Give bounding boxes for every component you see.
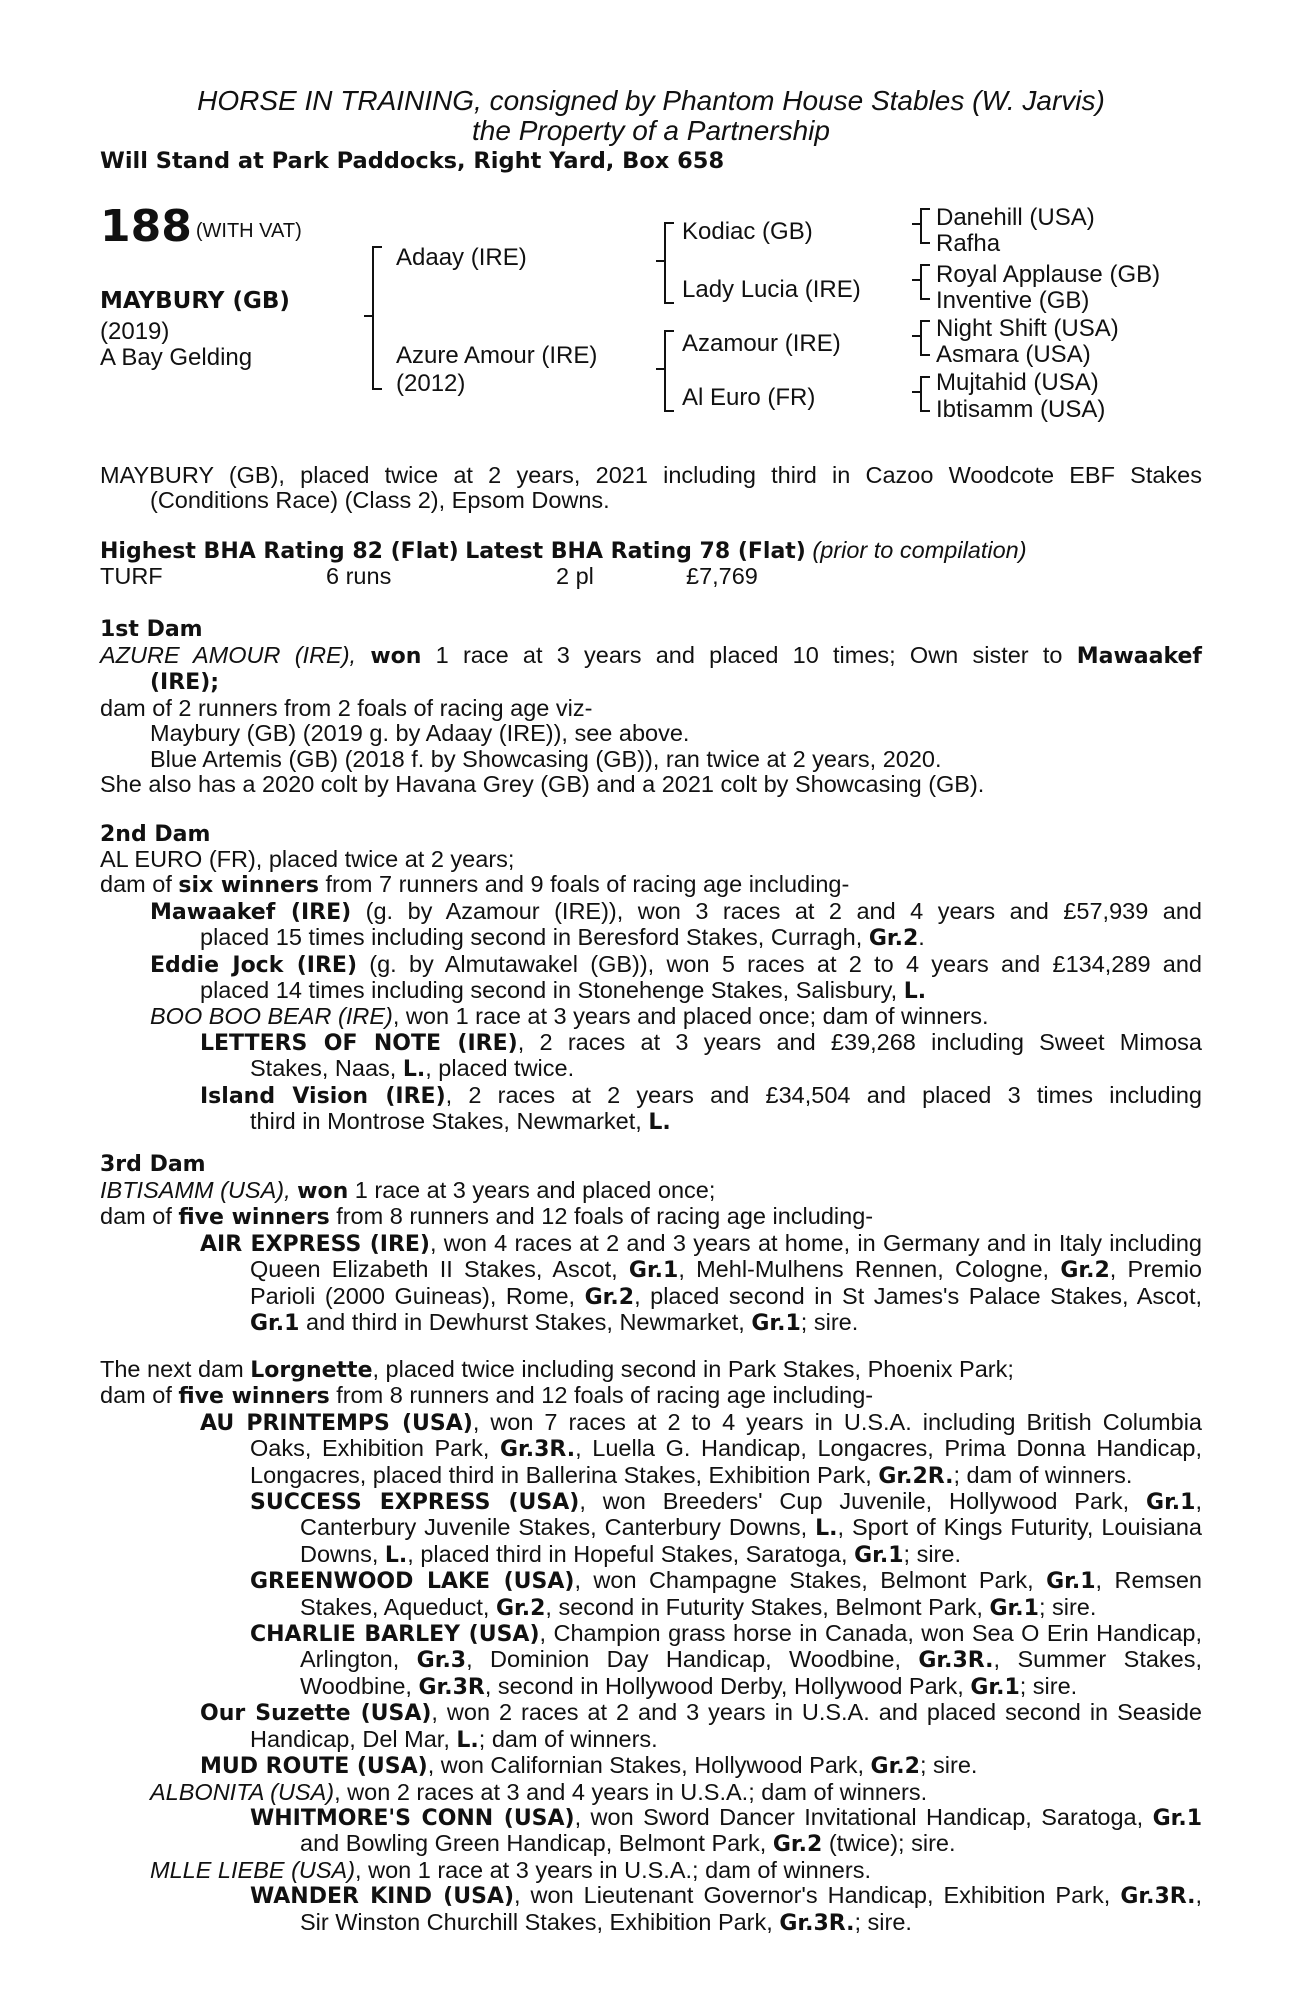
first-dam-foal-1: Maybury (GB) (2019 g. by Adaay (IRE)), see above. xyxy=(150,720,690,747)
first-dam-line-1 xyxy=(100,643,1202,669)
air-express-g1: Gr.1 xyxy=(628,1258,679,1284)
au-printemps-t4: Longacres, placed third in Ballerina Stakes, Exhibition Park, xyxy=(250,1461,872,1488)
letters-of-note-record: , 2 races at 3 years and £39,268 including Sweet Mimosa xyxy=(517,1028,1203,1055)
bha-rating xyxy=(100,537,1027,565)
great-granddam-3: Asmara (USA) xyxy=(936,341,1091,368)
latest-rating: Latest BHA Rating 78 (Flat) xyxy=(465,539,806,564)
third-dam-won: won xyxy=(297,1179,349,1204)
lot-number-block xyxy=(100,202,302,252)
our-suzette-entry xyxy=(100,1700,1202,1753)
first-dam-name: AZURE AMOUR (IRE), xyxy=(100,642,357,668)
air-express-entry xyxy=(100,1231,1202,1337)
success-express-entry xyxy=(100,1489,1202,1568)
second-dam-heading: 2nd Dam xyxy=(100,822,211,847)
island-vision-race: third in Montrose Stakes, Newmarket, xyxy=(250,1108,642,1135)
next-dam-label: The next dam xyxy=(100,1356,244,1382)
wander-kind-g1: Gr.3R. xyxy=(1120,1884,1196,1910)
our-suzette-t1: , won 2 races at 2 and 3 years in U.S.A. and placed second in Seaside xyxy=(431,1699,1202,1726)
third-dam-section xyxy=(100,1178,1202,1336)
g-brace-4-tip xyxy=(912,391,922,393)
wander-kind-g2: Gr.3R. xyxy=(779,1910,855,1936)
rating-note: (prior to compilation) xyxy=(812,537,1027,563)
first-dam-line-2 xyxy=(100,669,1202,695)
mawaakef-placings: placed 15 times including second in Beresford Stakes, Curragh, xyxy=(200,924,863,951)
mud-route-t1: , won Californian Stakes, Hollywood Park, xyxy=(427,1752,864,1779)
mawaakef-line-1 xyxy=(100,899,1202,925)
greenwood-lake-g3: Gr.1 xyxy=(989,1595,1039,1621)
great-grandsire-2: Royal Applause (GB) xyxy=(936,261,1161,288)
mawaakef-grade: Gr.2 xyxy=(868,926,919,952)
air-express-t2: including Queen Elizabeth II Stakes, Ascot, xyxy=(250,1229,1202,1283)
charlie-barley-entry xyxy=(100,1621,1202,1700)
third-dam-name: IBTISAMM (USA), xyxy=(100,1177,291,1203)
success-express-t3: Canterbury Juvenile Stakes, Canterbury Downs, xyxy=(300,1514,808,1541)
whitmores-conn-entry xyxy=(100,1805,1202,1858)
mlle-liebe-name: MLLE LIEBE (USA) xyxy=(150,1856,356,1883)
greenwood-lake-g1: Gr.1 xyxy=(1046,1569,1096,1595)
dam-of-label: dam of xyxy=(100,871,172,898)
air-express-t4: , Premio Parioli (2000 Guineas), Rome, xyxy=(250,1256,1202,1309)
won-label: won xyxy=(370,644,422,669)
charlie-barley-t1: , Champion grass horse in Canada, won Sea O Erin xyxy=(539,1620,1089,1647)
vat-note: (WITH VAT) xyxy=(195,220,302,242)
third-dam-runners: from 8 runners and 12 foals of racing age including- xyxy=(336,1203,874,1230)
island-vision-record: , 2 races at 2 years and £34,504 and placed 3 times including xyxy=(445,1081,1202,1108)
sire-brace xyxy=(664,222,674,304)
air-express-t5: , placed second in St James's Palace xyxy=(634,1282,1041,1309)
pedigree-brace-tip xyxy=(364,315,374,317)
whitmores-conn-name: WHITMORE'S CONN (USA) xyxy=(250,1805,575,1831)
charlie-barley-t7: ; sire. xyxy=(1019,1672,1078,1699)
eddie-jock-grade: L. xyxy=(903,979,927,1005)
third-dam-heading: 3rd Dam xyxy=(100,1152,206,1177)
mud-route-name: MUD ROUTE (USA) xyxy=(200,1754,428,1780)
great-grandsire-4: Mujtahid (USA) xyxy=(936,369,1099,396)
air-express-t6: Stakes, Ascot, xyxy=(1050,1282,1203,1309)
air-express-t8: ; sire. xyxy=(800,1309,859,1336)
our-suzette-t2: Handicap, Del Mar, xyxy=(250,1725,450,1752)
mlle-liebe-entry xyxy=(100,1858,1202,1883)
runners-foals: from 7 runners and 9 foals of racing age including- xyxy=(325,871,850,898)
dam-dam: Al Euro (FR) xyxy=(682,384,816,411)
third-dam-winners: five winners xyxy=(178,1205,330,1231)
first-dam-foal-2: Blue Artemis (GB) (2018 f. by Showcasing (GB)), ran twice at 2 years, 2020. xyxy=(150,745,942,772)
horse-year: (2019) xyxy=(100,318,170,345)
au-printemps-t5: ; dam of winners. xyxy=(953,1461,1133,1488)
mlle-liebe-t1: , won 1 race at 3 years in U.S.A.; dam of winners. xyxy=(355,1856,871,1883)
second-dam-line-1: AL EURO (FR), placed twice at 2 years; xyxy=(100,846,515,872)
letters-of-note-name: LETTERS OF NOTE (IRE) xyxy=(200,1030,518,1056)
air-express-t3: , Mehl-Mulhens Rennen, Cologne, xyxy=(678,1256,1050,1283)
race-summary xyxy=(100,463,1202,514)
winners-count: six winners xyxy=(178,873,319,899)
eddie-jock-record: (g. by Almutawakel (GB)), won 5 races at 2 to 4 years and £134,289 and xyxy=(369,950,1202,977)
eddie-jock-line-1 xyxy=(100,952,1202,978)
next-dam-runners: from 8 runners and 12 foals of racing age including- xyxy=(336,1382,874,1409)
air-express-g4: Gr.1 xyxy=(250,1311,300,1337)
summary-line-2: (Conditions Race) (Class 2), Epsom Downs. xyxy=(150,487,610,514)
eddie-jock-placings: placed 14 times including second in Stonehenge Stakes, Salisbury, xyxy=(200,977,898,1004)
dam-brace xyxy=(664,330,674,412)
air-express-t7: and third in Dewhurst Stakes, Newmarket, xyxy=(305,1309,745,1336)
sire: Adaay (IRE) xyxy=(396,244,527,271)
air-express-g5: Gr.1 xyxy=(751,1311,801,1337)
placings: 2 pl xyxy=(556,563,594,589)
great-grandsire-1: Danehill (USA) xyxy=(936,204,1095,231)
albonita-t1: , won 2 races at 3 and 4 years in U.S.A.; dam of winners. xyxy=(334,1778,928,1805)
greenwood-lake-t4: , second in Futurity Stakes, Belmont Park, xyxy=(545,1593,983,1620)
great-granddam-2: Inventive (GB) xyxy=(936,287,1090,314)
sibling-country: (IRE); xyxy=(150,670,220,696)
success-express-name: SUCCESS EXPRESS (USA) xyxy=(250,1490,580,1516)
island-vision-name: Island Vision (IRE) xyxy=(200,1083,446,1109)
whitmores-conn-t3: (twice); sire. xyxy=(828,1830,956,1857)
consignor-line: HORSE IN TRAINING, consigned by Phantom House Stables (W. Jarvis) xyxy=(197,85,1105,116)
au-printemps-entry xyxy=(100,1410,1202,1489)
greenwood-lake-entry xyxy=(100,1568,1202,1621)
sire-brace-tip xyxy=(656,260,666,262)
lot-number: 188 xyxy=(100,201,192,252)
au-printemps-g1: Gr.3R. xyxy=(499,1437,576,1463)
g-brace-3-tip xyxy=(912,335,922,337)
air-express-t1: , won 4 races at 2 and 3 years at home, in Germany and in Italy xyxy=(430,1229,1102,1256)
third-dam-line-2 xyxy=(100,1204,1202,1230)
greenwood-lake-t1: , won Champagne Stakes, Belmont Park, xyxy=(574,1567,1034,1594)
success-express-g4: Gr.1 xyxy=(854,1542,904,1568)
sire-sire: Kodiac (GB) xyxy=(682,218,813,245)
great-grandsire-3: Night Shift (USA) xyxy=(936,315,1119,342)
au-printemps-name: AU PRINTEMPS (USA) xyxy=(200,1410,473,1436)
great-granddam-4: Ibtisamm (USA) xyxy=(936,396,1106,423)
dam-year: (2012) xyxy=(396,370,466,397)
charlie-barley-t3: , Dominion Day Handicap, Woodbine, xyxy=(466,1646,901,1673)
island-vision-line-2 xyxy=(100,1109,1202,1135)
next-dam-of-label: dam of xyxy=(100,1382,172,1409)
summary-line-1: MAYBURY (GB), placed twice at 2 years, 2021 including third in Cazoo Woodcote EBF Stakes xyxy=(100,462,1202,488)
pedigree-brace-main xyxy=(372,246,382,390)
air-express-g3: Gr.2 xyxy=(584,1284,635,1310)
letters-of-note-line-2 xyxy=(100,1056,1202,1082)
mawaakef-record: (g. by Azamour (IRE)), won 3 races at 2 and 4 years and £57,939 and xyxy=(365,897,1202,924)
boo-boo-bear-name: BOO BOO BEAR (IRE) xyxy=(150,1003,393,1030)
boo-boo-bear-record: , won 1 race at 3 years and placed once; dam of winners. xyxy=(392,1003,989,1030)
g-brace-4 xyxy=(920,376,930,412)
first-dam-section xyxy=(100,643,1202,797)
next-dam-line-2 xyxy=(100,1383,1202,1409)
mud-route-g1: Gr.2 xyxy=(870,1754,920,1780)
whitmores-conn-t1: , won Sword Dancer Invitational Handicap, Saratoga, xyxy=(574,1803,1144,1830)
horse-name: MAYBURY (GB) xyxy=(100,288,290,314)
g-brace-3 xyxy=(920,320,930,356)
success-express-g3: L. xyxy=(384,1542,408,1568)
au-printemps-t3: , Luella G. Handicap, Longacres, Prima Donna Handicap, xyxy=(575,1435,1203,1462)
second-dam-section xyxy=(100,847,1202,1135)
first-dam-line-6: She also has a 2020 colt by Havana Grey (GB) and a 2021 colt by Showcasing (GB). xyxy=(100,771,985,798)
letters-of-note-placed: , placed twice. xyxy=(425,1055,575,1082)
charlie-barley-g4: Gr.1 xyxy=(970,1674,1020,1700)
success-express-t6: , placed third in Hopeful Stakes, Saratoga, xyxy=(407,1540,848,1567)
success-express-t4: , Sport of Kings Futurity, xyxy=(837,1514,1094,1541)
wander-kind-t2: , Sir Winston Churchill Stakes, Exhibition Park, xyxy=(300,1882,1202,1935)
island-vision-grade: L. xyxy=(648,1110,671,1136)
greenwood-lake-name: GREENWOOD LAKE (USA) xyxy=(250,1569,575,1595)
sire-dam: Lady Lucia (IRE) xyxy=(682,276,861,303)
mud-route-entry xyxy=(100,1753,1202,1779)
wander-kind-name: WANDER KIND (USA) xyxy=(250,1884,514,1910)
dam-sire: Azamour (IRE) xyxy=(682,330,841,357)
success-express-t2: , xyxy=(1195,1488,1202,1515)
charlie-barley-t4: , Summer xyxy=(993,1646,1107,1673)
g-brace-1 xyxy=(920,208,930,244)
success-express-g1: Gr.1 xyxy=(1146,1490,1196,1516)
first-dam-heading: 1st Dam xyxy=(100,617,203,642)
next-dam-name: Lorgnette xyxy=(250,1358,373,1383)
air-express-g2: Gr.2 xyxy=(1060,1258,1110,1284)
mawaakef-name: Mawaakef (IRE) xyxy=(150,899,352,925)
greenwood-lake-t3: Stakes, Aqueduct, xyxy=(300,1593,490,1620)
highest-rating: Highest BHA Rating 82 (Flat) xyxy=(100,539,459,564)
success-express-t7: ; sire. xyxy=(903,1540,961,1567)
our-suzette-g1: L. xyxy=(456,1727,479,1753)
whitmores-conn-g2: Gr.2 xyxy=(772,1832,823,1858)
greenwood-lake-g2: Gr.2 xyxy=(495,1595,546,1621)
success-express-t5: Louisiana Downs, xyxy=(300,1514,1202,1567)
charlie-barley-t2: Handicap, Arlington, xyxy=(300,1620,1202,1673)
next-dam-section xyxy=(100,1357,1202,1936)
island-vision-line-1 xyxy=(100,1083,1202,1109)
letters-of-note-race: Stakes, Naas, xyxy=(250,1055,397,1082)
our-suzette-name: Our Suzette (USA) xyxy=(200,1701,432,1727)
wander-kind-t3: ; sire. xyxy=(854,1908,912,1935)
wander-kind-t1: , won Lieutenant Governor's Handicap, Exhibition Park, xyxy=(514,1882,1111,1909)
great-granddam-1: Rafha xyxy=(936,230,1001,257)
charlie-barley-g2: Gr.3R. xyxy=(918,1648,994,1674)
charlie-barley-t6: , second in Hollywood Derby, Hollywood Park, xyxy=(484,1672,964,1699)
ownership-line: the Property of a Partnership xyxy=(472,115,830,146)
third-dam-of-label: dam of xyxy=(100,1203,172,1230)
next-dam-record: , placed twice including second in Park Stakes, Phoenix Park; xyxy=(372,1356,1014,1382)
au-printemps-t2: Oaks, Exhibition Park, xyxy=(250,1435,490,1462)
whitmores-conn-t2: and Bowling Green Handicap, Belmont Park, xyxy=(300,1830,767,1857)
next-dam-line-1 xyxy=(100,1357,1202,1383)
third-dam-line-1 xyxy=(100,1178,1202,1204)
charlie-barley-g1: Gr.3 xyxy=(416,1648,467,1674)
third-dam-record: 1 race at 3 years and placed once; xyxy=(354,1177,716,1203)
charlie-barley-name: CHARLIE BARLEY (USA) xyxy=(250,1622,540,1648)
mawaakef-line-2: placed 15 times including second in Beresford Stakes, Curragh, Gr.2. xyxy=(200,924,925,952)
g-brace-2-tip xyxy=(912,279,922,281)
earnings: £7,769 xyxy=(686,563,758,589)
g-brace-2 xyxy=(920,264,930,300)
charlie-barley-t5: Stakes, Woodbine, xyxy=(300,1646,1203,1699)
success-express-t1: , won Breeders' Cup Juvenile, Hollywood Park, xyxy=(579,1488,1130,1515)
g-brace-1-tip xyxy=(912,223,922,225)
whitmores-conn-g1: Gr.1 xyxy=(1152,1805,1202,1831)
dam: Azure Amour (IRE) xyxy=(396,342,598,369)
success-express-g2: L. xyxy=(815,1516,838,1542)
mud-route-t2: ; sire. xyxy=(919,1752,978,1779)
first-dam-line-3: dam of 2 runners from 2 foals of racing age viz- xyxy=(100,694,593,721)
air-express-name: AIR EXPRESS (IRE) xyxy=(200,1231,430,1257)
stand-location: Will Stand at Park Paddocks, Right Yard, Box 658 xyxy=(100,148,725,174)
wander-kind-entry xyxy=(100,1883,1202,1936)
our-suzette-t3: ; dam of winners. xyxy=(478,1725,658,1752)
first-dam-record: 1 race at 3 years and placed 10 times; Own sister to xyxy=(435,642,1063,668)
dam-brace-tip xyxy=(656,368,666,370)
next-dam-winners: five winners xyxy=(178,1384,330,1410)
surface: TURF xyxy=(100,563,163,589)
horse-description: A Bay Gelding xyxy=(100,344,253,371)
charlie-barley-g3: Gr.3R xyxy=(418,1674,485,1700)
sibling-name: Mawaakef xyxy=(1076,644,1202,669)
au-printemps-t1: , won 7 races at 2 to 4 years in U.S.A. including British Columbia xyxy=(472,1408,1202,1435)
albonita-name: ALBONITA (USA) xyxy=(150,1778,335,1805)
letters-of-note-line-1 xyxy=(100,1030,1202,1056)
greenwood-lake-t2: , Remsen xyxy=(1095,1567,1202,1594)
au-printemps-g2: Gr.2R. xyxy=(878,1463,954,1489)
boo-boo-bear-line xyxy=(100,1004,1202,1029)
eddie-jock-name: Eddie Jock (IRE) xyxy=(150,952,358,978)
eddie-jock-line-2 xyxy=(100,978,1202,1004)
second-dam-line-2 xyxy=(100,872,1202,898)
albonita-entry xyxy=(100,1780,1202,1805)
letters-of-note-grade: L. xyxy=(402,1057,426,1083)
runs: 6 runs xyxy=(326,563,392,589)
greenwood-lake-t5: ; sire. xyxy=(1038,1593,1097,1620)
